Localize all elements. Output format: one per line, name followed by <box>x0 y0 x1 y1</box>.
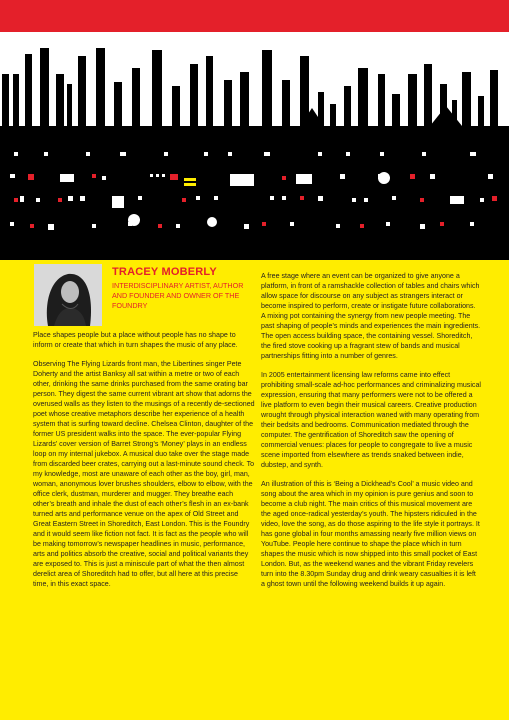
paragraph: A free stage where an event can be organized to give anyone a platform, in front of a ramshackle collection of tables and chairs which allow space for discourse on any subject as strangers interact or become inspired to perform, create or instigate future collaborations. A mixing pot containing the synergy from new people meeting. The past shaping of people’s minds and experiences the main ingredients. The open access building space, the containing vessel. Shoreditch, the fired stove cooking up a fragrant stew of bands and musical partnerships fitting into a number of genres. <box>261 272 481 360</box>
author-role: INTERDISCIPLINARY ARTIST, AUTHOR AND FOUNDER AND OWNER OF THE FOUNDRY <box>112 281 244 310</box>
top-red-band <box>0 0 509 32</box>
paragraph: Place shapes people but a place without people has no shape to inform or create that which in turn shapes the music of any place. <box>33 331 238 349</box>
author-portrait <box>34 264 102 326</box>
paragraph: In 2005 entertainment licensing law reforms came into effect prohibiting small-scale ad-hoc performances and criminalizing musical expression, ensuring that many performers were not to be offered a live platform to even begin their musical careers. Creative production wrought through physical interaction waned with many operating from their bedsits and bedrooms. Communication mediated through the computer. The gentrification of Shoreditch saw the opening of commercial venues: places for people to congregate to live a music scene imported from elsewhere as trends snaked between indie, dubstep, and synth. <box>261 371 481 469</box>
paragraph: Observing The Flying Lizards front man, the Libertines singer Pete Doherty and the artist Banksy all sat within a metre or two of each other, drinking the same drinks purchased from the same orating bar person. They digest the same current vibrant art show that adorns the overused walls as they listen to the musings of a recently de-sectioned poet whose creative metaphors describe her experience of a health system that is surfing toward decline. Chelsea Clinton, daughter of the former US president walks into the space. The ever-popular Flying Lizards’ cover version of Barret Strong’s ‘Money’ plays in an endless loop on my internal jukebox. A musical duo take over the stage made from discarded beer crates, carrying out a last-minute sound check. To my knowledge, most are unaware of each other as the boy, girl, man, woman, anonymous lover brushes shoulders, elbow to elbow, with the office clerk, dustman, murderer and mugger. They breathe each other’s breath and inhale the dust of each other’s flesh in an ex-bank turned arts and performance venue on the apex of Old Street and Great Eastern Street in Shoreditch, East London. This is the Foundry and it would seem like fiction not fact. It is fact as the people who will be making tomorrow’s newspaper headlines in music, performance, arts and politics absorb the creative, social and political variants they are exposed to. This is just a miniscule part of what the then almost derelict area of Shoreditch had to offer, but all here at this precise time, in this exact space. <box>33 360 255 588</box>
author-name: TRACEY MOBERLY <box>112 266 217 278</box>
author-byline <box>112 264 254 311</box>
article-left-column <box>33 330 255 598</box>
factory-skyline-illustration <box>0 34 509 260</box>
paragraph: An illustration of this is ‘Being a Dickhead’s Cool’ a music video and song about the area which in my opinion is pure genius and soon to become a club night. The main critics of this musical movement are the aged once-radical yesterday’s youth. The hipsters ridiculed in the video, love the song, as do those aspiring to the life style it portrays. It has gone global in four months amassing nearly five million views on YouTube. People here continue to shape the place which in turn shapes the music which is now shipped into this small pocket of East London. But, as the weekend wanes and the vibrant Friday revelers turn into the 8.30pm Sunday drug and drink weary casualties it is left a ghost town until the following weekend builds it up again. <box>261 480 480 588</box>
article-right-column <box>261 271 481 598</box>
